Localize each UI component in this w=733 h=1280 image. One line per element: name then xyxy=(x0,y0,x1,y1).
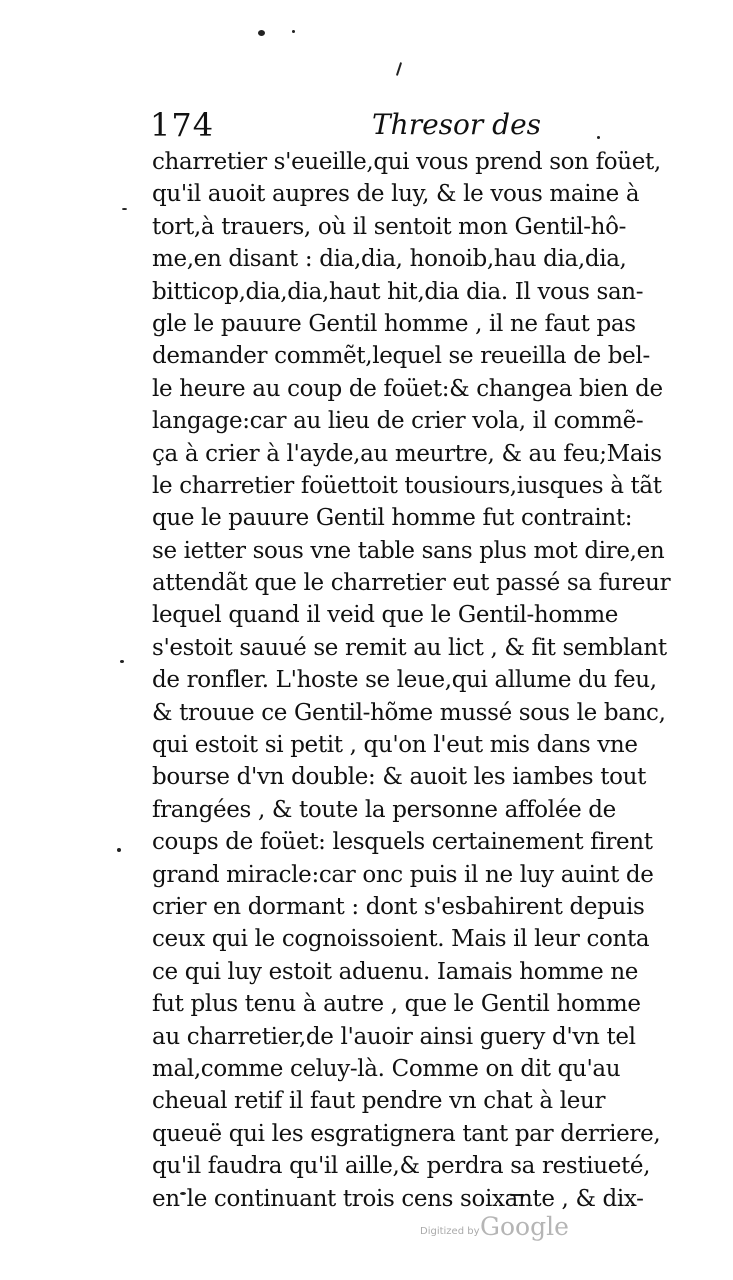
text-line: me,en disant : dia,dia, honoib,hau dia,dia, xyxy=(152,246,627,273)
text-line: coups de foüet: lesquels certainement firent xyxy=(152,829,653,856)
text-line: de ronfler. L'hoste se leue,qui allume du feu, xyxy=(152,667,657,694)
ink-speck xyxy=(258,30,265,36)
text-line: au charretier,de l'auoir ainsi guery d'vn tel xyxy=(152,1023,636,1050)
text-line: ce qui luy estoit aduenu. Iamais homme ne xyxy=(152,958,639,985)
running-title: Thresor des xyxy=(372,108,542,141)
text-line: attendãt que le charretier eut passé sa fureur xyxy=(152,570,671,597)
text-line: fut plus tenu à autre , que le Gentil homme xyxy=(152,991,641,1018)
text-line: frangées , & toute la personne affolée de xyxy=(152,796,616,823)
digitized-by-label: Digitized by xyxy=(420,1226,480,1237)
text-line: mal,comme celuy-là. Comme on dit qu'au xyxy=(152,1055,621,1082)
text-line: grand miracle:car onc puis il ne luy auint de xyxy=(152,861,654,888)
text-line: s'estoit sauué se remit au lict , & fit semblant xyxy=(152,634,667,661)
body-text xyxy=(152,146,672,1215)
text-line: gle le pauure Gentil homme , il ne faut pas xyxy=(152,310,636,337)
text-line: crier en dormant : dont s'esbahirent depuis xyxy=(152,893,645,920)
ink-speck xyxy=(120,660,124,663)
page-header xyxy=(150,106,670,150)
text-line: charretier s'eueille,qui vous prend son foüet, xyxy=(152,149,661,175)
ink-speck xyxy=(292,30,295,33)
text-line: qu'il faudra qu'il aille,& perdra sa restiueté, xyxy=(152,1153,651,1180)
ink-speck xyxy=(396,62,402,76)
text-line: & trouue ce Gentil-hõme mussé sous le banc, xyxy=(152,699,666,726)
text-line: se ietter sous vne table sans plus mot dire,en xyxy=(152,537,665,564)
ink-speck xyxy=(122,208,127,210)
text-line: le heure au coup de foüet:& changea bien de xyxy=(152,375,663,402)
text-line: ça à crier à l'ayde,au meurtre, & au feu;Mais xyxy=(152,440,662,467)
google-watermark: Google xyxy=(480,1212,569,1241)
page-number: 174 xyxy=(150,106,215,144)
text-line: le charretier foüettoit tousiours,iusques à tãt xyxy=(152,472,662,499)
text-line: queuë qui les esgratignera tant par derriere, xyxy=(152,1120,661,1147)
text-line: tort,à trauers, où il sentoit mon Gentil-hô- xyxy=(152,213,627,240)
text-line: demander commẽt,lequel se reueilla de bel- xyxy=(152,343,650,370)
text-line: bourse d'vn double: & auoit les iambes tout xyxy=(152,764,646,791)
text-line: en le continuant trois cens soixante , & dix- xyxy=(152,1185,644,1212)
text-line: ceux qui le cognoissoient. Mais il leur conta xyxy=(152,926,650,953)
text-line: que le pauure Gentil homme fut contraint: xyxy=(152,505,633,532)
digitized-watermark xyxy=(420,1212,620,1252)
text-line: bitticop,dia,dia,haut hit,dia dia. Il vous san- xyxy=(152,278,644,305)
text-line: cheual retif il faut pendre vn chat à leur xyxy=(152,1088,606,1115)
text-line: qu'il auoit aupres de luy, & le vous maine à xyxy=(152,181,640,208)
ink-speck xyxy=(117,848,121,852)
text-line: qui estoit si petit , qu'on l'eut mis dans vne xyxy=(152,732,638,759)
text-line: langage:car au lieu de crier vola, il commẽ- xyxy=(152,408,644,435)
text-line: lequel quand il veid que le Gentil-homme xyxy=(152,602,619,629)
